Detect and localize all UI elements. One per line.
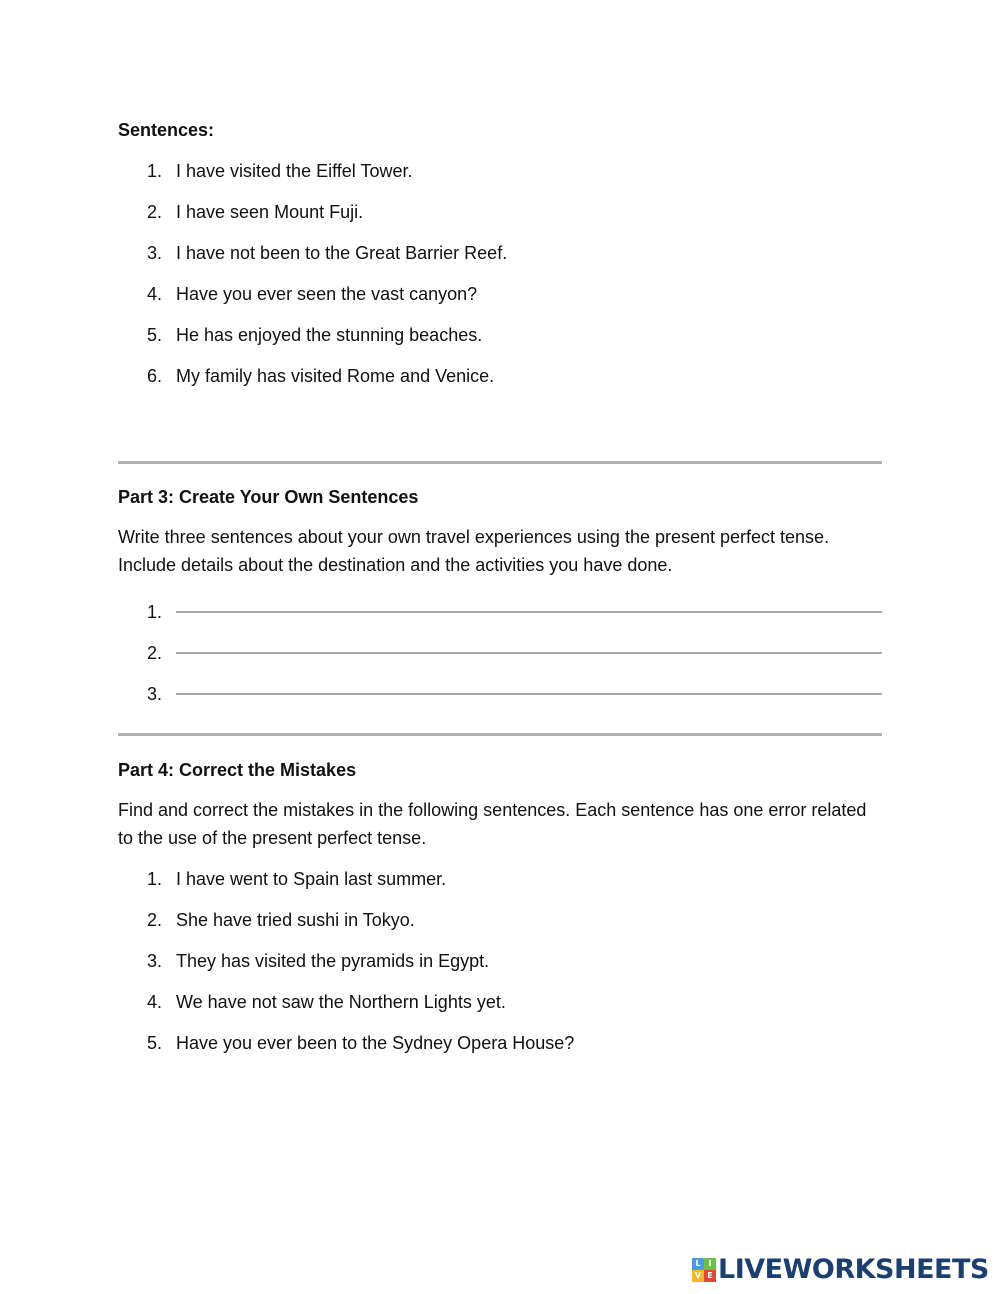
- section-divider: [118, 461, 882, 464]
- item-number: 2.: [147, 643, 163, 663]
- item-text: She have tried sushi in Tokyo.: [176, 910, 415, 930]
- logo-mark-tile: L: [692, 1258, 704, 1270]
- item-number: 1.: [147, 161, 163, 181]
- item-text: I have went to Spain last summer.: [176, 869, 447, 889]
- item-text: Have you ever seen the vast canyon?: [176, 284, 478, 304]
- item-number: 4.: [147, 992, 163, 1012]
- logo-wordmark: LIVEWORKSHEETS: [718, 1254, 989, 1285]
- item-number: 1.: [147, 602, 163, 622]
- answer-line[interactable]: [176, 693, 882, 695]
- item-text: I have visited the Eiffel Tower.: [176, 161, 413, 181]
- section-divider: [118, 733, 882, 736]
- answer-line[interactable]: [176, 652, 882, 654]
- logo-mark-tile: E: [704, 1270, 716, 1282]
- item-number: 4.: [147, 284, 163, 304]
- item-text: I have seen Mount Fuji.: [176, 202, 364, 222]
- item-number: 3.: [147, 243, 163, 263]
- part3-heading: Part 3: Create Your Own Sentences: [118, 487, 419, 507]
- item-text: I have not been to the Great Barrier Reef.: [176, 243, 508, 263]
- item-number: 1.: [147, 869, 163, 889]
- liveworksheets-logo[interactable]: [692, 1252, 989, 1288]
- logo-mark-tile: V: [692, 1270, 704, 1282]
- item-number: 3.: [147, 951, 163, 971]
- part4-instructions: Find and correct the mistakes in the following sentences. Each sentence has one error related to the use of the present perfect tense.: [118, 800, 867, 848]
- item-text: Have you ever been to the Sydney Opera House?: [176, 1033, 575, 1053]
- logo-mark-icon: [692, 1258, 716, 1282]
- item-number: 5.: [147, 1033, 163, 1053]
- item-text: My family has visited Rome and Venice.: [176, 366, 495, 386]
- item-number: 2.: [147, 910, 163, 930]
- item-number: 2.: [147, 202, 163, 222]
- logo-mark-tile: I: [704, 1258, 716, 1270]
- item-text: We have not saw the Northern Lights yet.: [176, 992, 506, 1012]
- item-number: 3.: [147, 684, 163, 704]
- item-text: He has enjoyed the stunning beaches.: [176, 325, 483, 345]
- item-text: They has visited the pyramids in Egypt.: [176, 951, 490, 971]
- part3-instructions: Write three sentences about your own travel experiences using the present perfect tense. Include details about the destination and the activities you have done.: [118, 527, 830, 575]
- item-number: 6.: [147, 366, 163, 386]
- answer-line[interactable]: [176, 611, 882, 613]
- part4-heading: Part 4: Correct the Mistakes: [118, 760, 357, 780]
- sentences-heading: Sentences:: [118, 120, 215, 140]
- item-number: 5.: [147, 325, 163, 345]
